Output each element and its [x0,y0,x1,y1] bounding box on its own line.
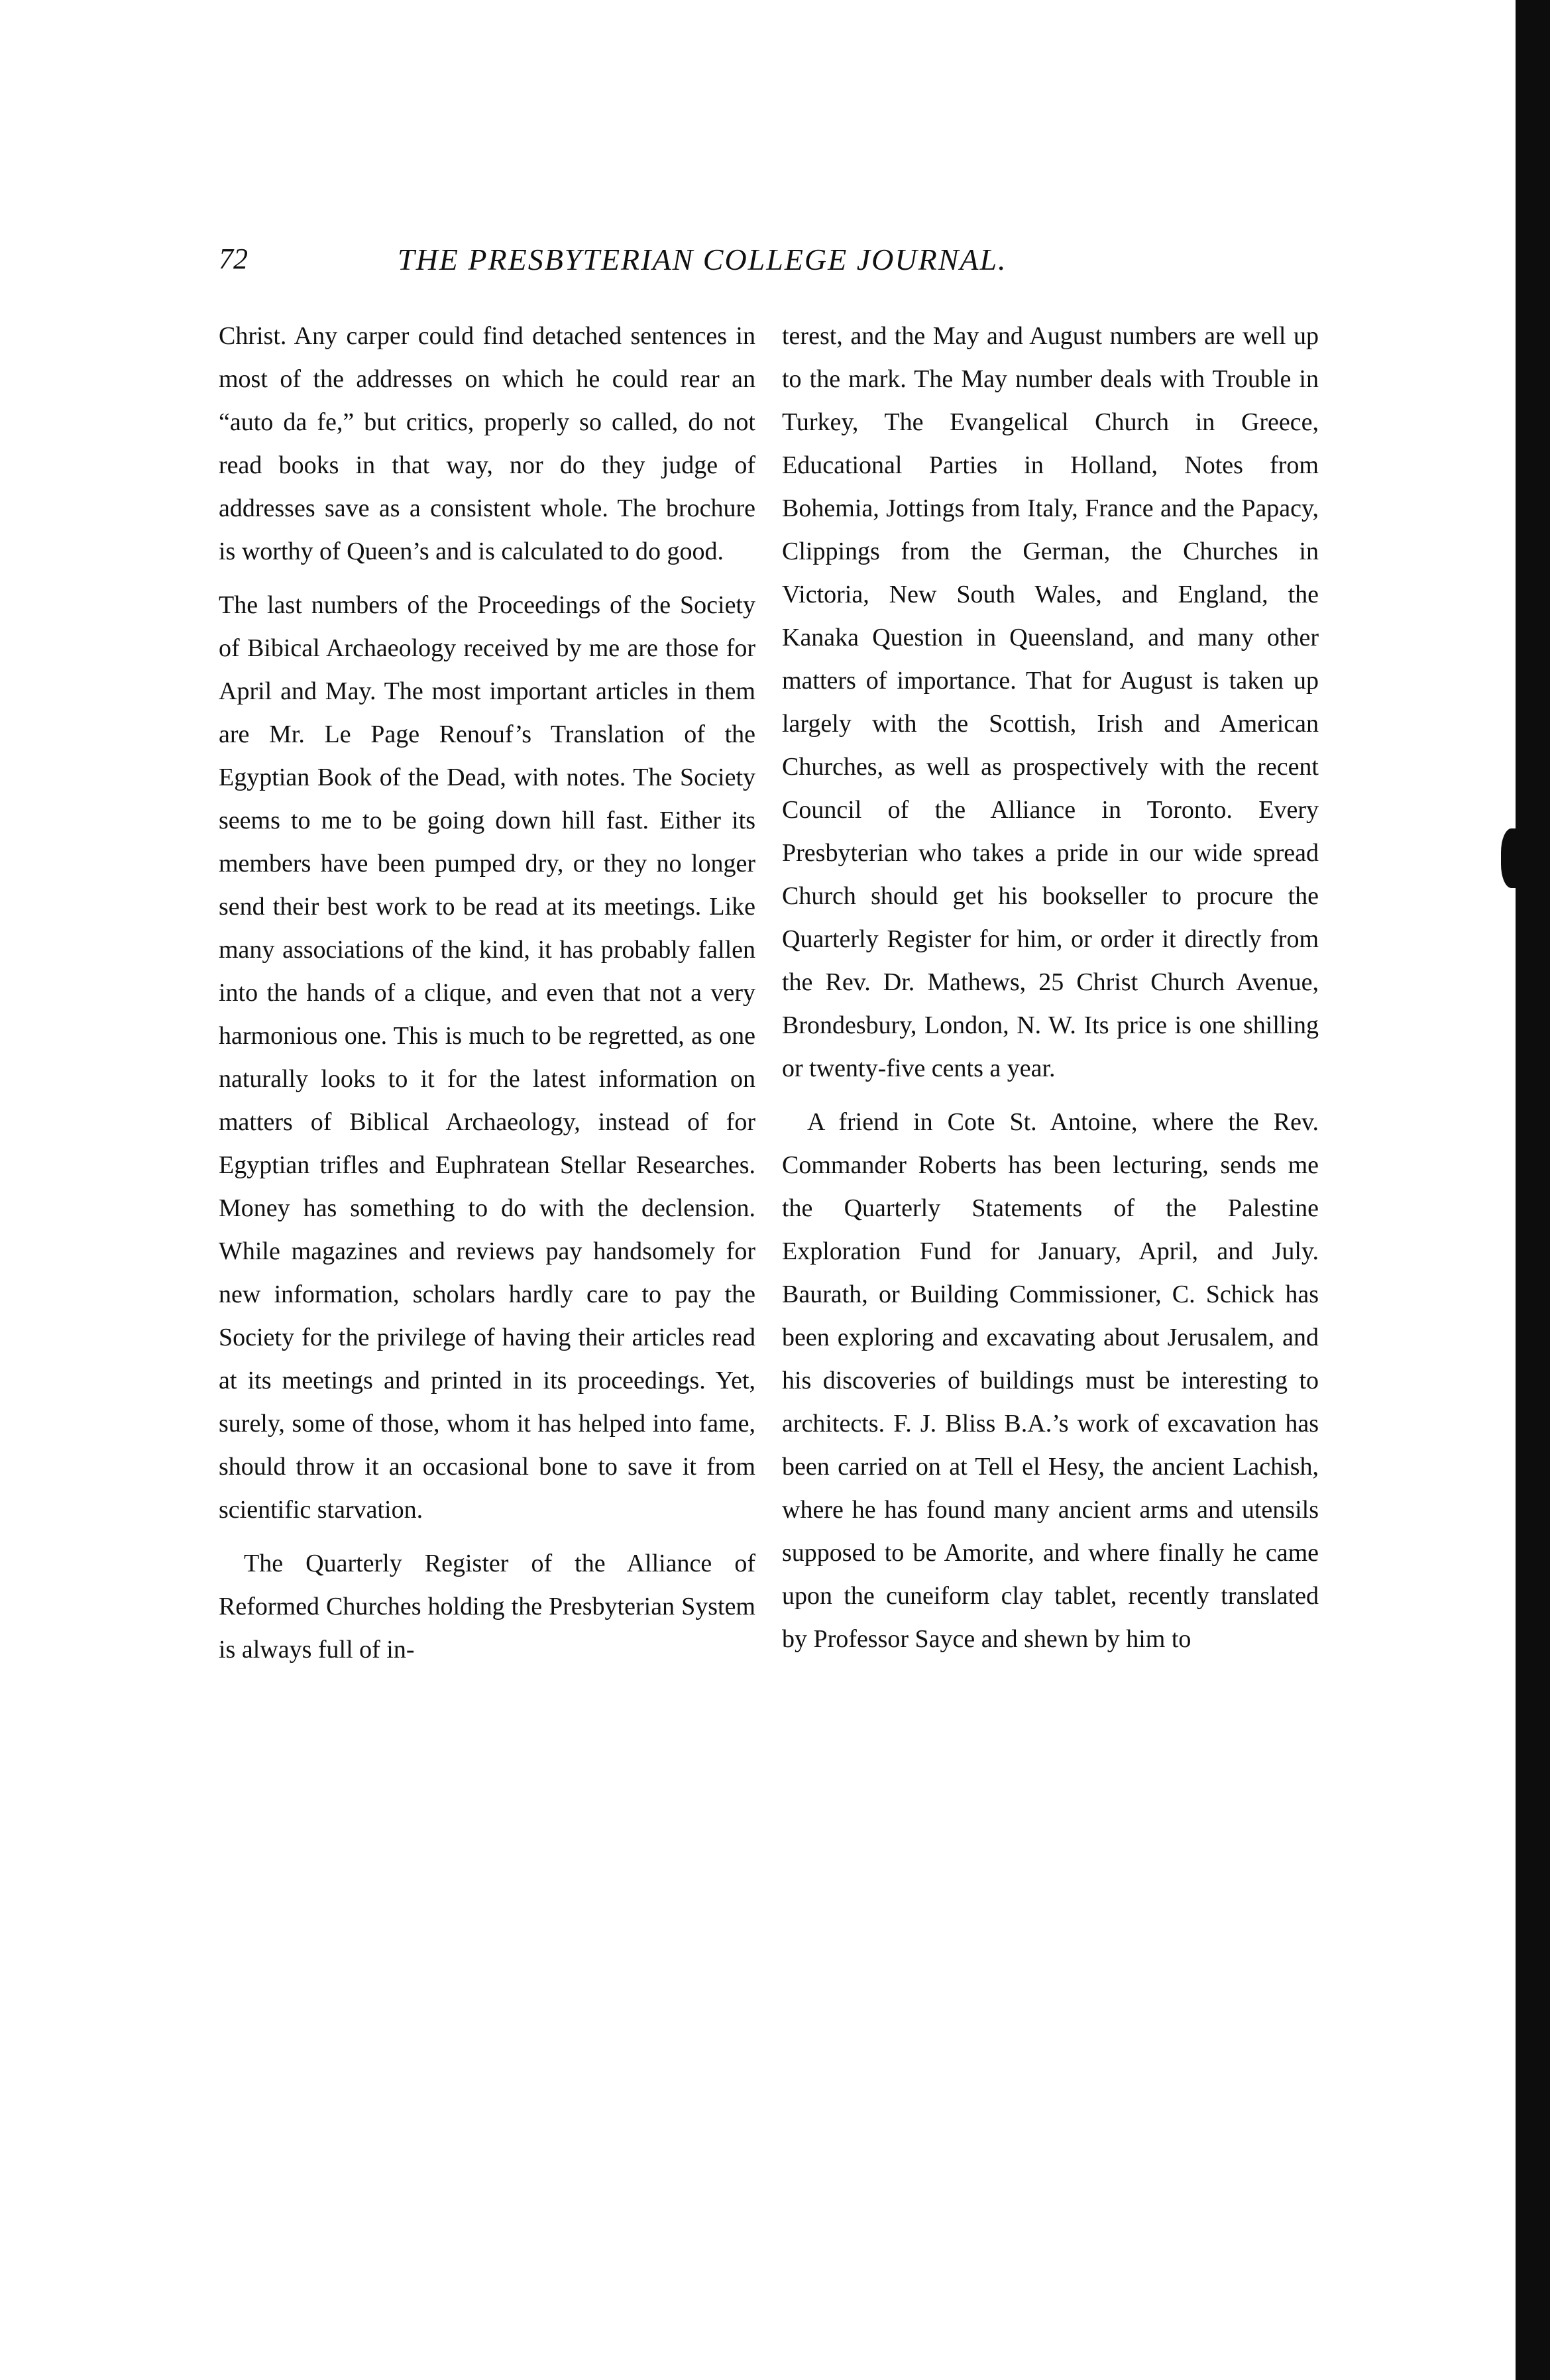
paragraph-palestine-exploration: A friend in Cote St. Antoine, where the Rev. Commander Roberts has been lecturing, sends me the Quarterly Statements of the Palestine Exploration Fund for January, April, and July. Baurath, or Building Commissioner, C. Schick has been exploring and excavating about Jerusalem, and his discoveries of buildings must be interesting to architects. F. J. Bliss B.A.’s work of excavation has been carried on at Tell el Hesy, the ancient Lachish, where he has found many ancient arms and utensils supposed to be Amorite, and where finally he came upon the cuneiform clay tablet, recently translated by Professor Sayce and shewn by him to [782,1108,1319,1653]
left-column [219,315,755,1682]
running-title: THE PRESBYTERIAN COLLEGE JOURNAL. [398,243,1007,276]
paragraph-proceedings: The last numbers of the Proceedings of the Society of Bibical Archaeology received by me are those for April and May. The most important articles in them are Mr. Le Page Renouf’s Translation of the Egyptian Book of the Dead, with notes. The Society seems to me to be going down hill fast. Either its members have been pumped dry, or they no longer send their best work to be read at its meetings. Like many associations of the kind, it has probably fallen into the hands of a clique, and even that not a very harmonious one. This is much to be regretted, as one naturally looks to it for the latest information on matters of Biblical Archaeology, instead of for Egyptian trifles and Euphratean Stellar Researches. Money has something to do with the declension. While magazines and reviews pay handsomely for new information, scholars hardly care to pay the Society for the privilege of having their articles read at its meetings and printed in its proceedings. Yet, surely, some of those, whom it has helped into fame, should throw it an occasional bone to save it from scientific starvation. [219,591,755,1524]
scan-binding-edge [1516,0,1550,2380]
paragraph-register-continued: terest, and the May and August numbers are well up to the mark. The May number deals with Trouble in Turkey, The Evangelical Church in Greece, Educational Parties in Holland, Notes from Bohemia, Jottings from Italy, France and the Papacy, Clippings from the German, the Churches in Victoria, New South Wales, and England, the Kanaka Question in Queensland, and many other matters of importance. That for August is taken up largely with the Scottish, Irish and American Churches, as well as prospectively with the recent Council of the Alliance in Toronto. Every Presbyterian who takes a pride in our wide spread Church should get his bookseller to procure the Quarterly Register for him, or order it directly from the Rev. Dr. Mathews, 25 Christ Church Avenue, Brondesbury, London, N. W. Its price is one shilling or twenty-five cents a year. [782,322,1319,1082]
paragraph-quarterly-register: The Quarterly Register of the Alliance of Reformed Churches holding the Presbyterian System is always full of in- [219,1550,755,1664]
paragraph-continuation: Christ. Any carper could find detached sentences in most of the addresses on which he could rear an “auto da fe,” but critics, properly so called, do not read books in that way, nor do they judge of addresses save as a consistent whole. The brochure is worthy of Queen’s and is calculated to do good. [219,322,755,565]
page-number: 72 [219,243,248,275]
page-header [219,242,1412,295]
binding-notch [1501,828,1527,888]
right-column [782,315,1319,1672]
